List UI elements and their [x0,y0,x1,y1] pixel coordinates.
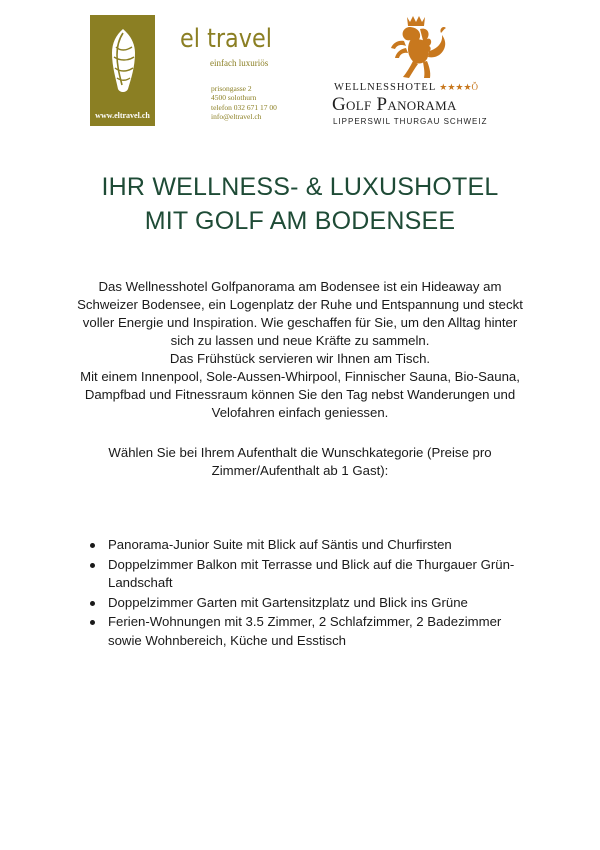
list-item-label: Doppelzimmer Balkon mit Terrasse und Blick auf die Thurgauer Grün-Landschaft [108,556,515,590]
intro-paragraph-1: Das Wellnesshotel Golfpanorama am Bodensee ist ein Hideaway am Schweizer Bodensee, ein Logenplatz der Ruhe und Entspannung und steckt voller Energie und Inspiration. Wie geschaffen für Sie, um den Alltag hinter sich zu lassen und neue Kräfte zu sammeln. [77,279,523,348]
brand-block [180,24,287,68]
list-item [88,556,528,593]
address-phone: telefon 032 671 17 00 [211,102,277,112]
hotel-logo [332,15,512,127]
page-title [40,170,560,238]
bullet-icon [90,601,95,606]
eltravel-logo [90,15,155,126]
seashell-icon [102,27,144,97]
room-category-list [88,536,528,651]
address-email[interactable]: info@eltravel.ch [211,111,262,121]
bullet-icon [90,563,95,568]
brand-name: el travel [180,24,272,54]
bullet-icon [90,543,95,548]
bullet-icon [90,620,95,625]
page-title-line-2: MIT GOLF AM BODENSEE [144,207,456,235]
hotel-logo-name: Golf Panorama [332,94,457,115]
list-item [88,594,528,613]
hotel-stars-rating: ★★★★Ŏ [439,82,479,92]
page-title-line-1: IHR WELLNESS- & LUXUSHOTEL [101,173,499,201]
address-street: prisongasse 2 [211,84,252,93]
hotel-logo-subtitle: WELLNESSHOTEL ★★★★Ŏ [334,82,479,93]
intro-text [70,278,530,422]
address-block [211,84,277,121]
list-item-label: Doppelzimmer Garten mit Gartensitzplatz und Blick ins Grüne [108,594,468,610]
address-city: 4500 solothurn [211,93,257,103]
hotel-logo-location: LIPPERSWIL THURGAU SCHWEIZ [333,117,488,126]
intro-paragraph-2: Das Frühstück servieren wir Ihnen am Tisch. [169,351,431,366]
list-item [88,536,528,555]
category-prompt [70,444,530,480]
category-prompt-text: Wählen Sie bei Ihrem Aufenthalt die Wunschkategorie (Preise pro Zimmer/Aufenthalt ab 1 Gast): [108,445,492,478]
list-item-label: Panorama-Junior Suite mit Blick auf Säntis und Churfirsten [108,537,452,552]
brand-tagline: einfach luxuriös [210,58,269,68]
lion-crest-icon [387,15,449,81]
list-item-label: Ferien-Wohnungen mit 3.5 Zimmer, 2 Schlafzimmer, 2 Badezimmer sowie Wohnbereich, Küche und Esstisch [108,614,502,648]
logo-url-text: www.eltravel.ch [95,111,150,120]
intro-paragraph-3: Mit einem Innenpool, Sole-Aussen-Whirpool, Finnischer Sauna, Bio-Sauna, Dampfbad und Fitnessraum können Sie den Tag nebst Wanderungen und Velofahren einfach geniessen. [80,369,520,420]
list-item [88,613,528,650]
